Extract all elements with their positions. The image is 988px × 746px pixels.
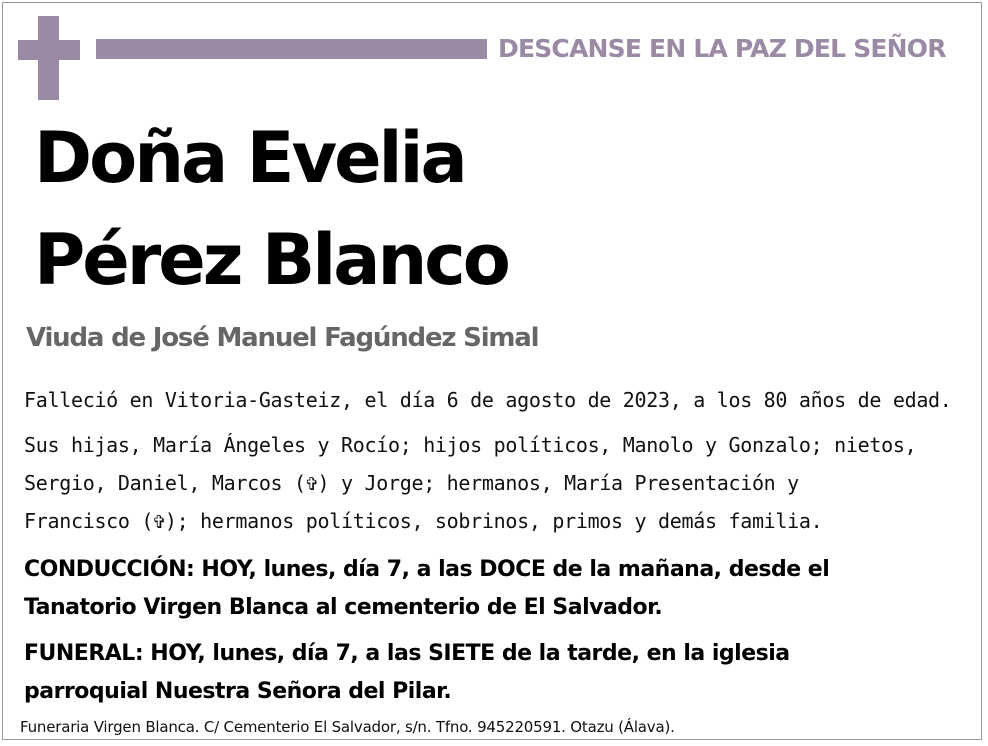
- deceased-subtitle: Viuda de José Manuel Fagúndez Simal: [26, 323, 539, 353]
- cross-icon: [18, 16, 80, 100]
- conduccion-line-2: Tanatorio Virgen Blanca al cementerio de El Salvador.: [24, 595, 663, 620]
- family-line-1: Sus hijas, María Ángeles y Rocío; hijos políticos, Manolo y Gonzalo; nietos,: [24, 433, 917, 457]
- family-paragraph: [24, 426, 916, 540]
- funeral-line-1: FUNERAL: HOY, lunes, día 7, a las SIETE de la tarde, en la iglesia: [24, 641, 790, 666]
- header-motto: DESCANSE EN LA PAZ DEL SEÑOR: [498, 34, 946, 63]
- deceased-name-line2: Pérez Blanco: [34, 219, 508, 301]
- funeral-home-footer: Funeraria Virgen Blanca. C/ Cementerio El Salvador, s/n. Tfno. 945220591. Otazu (Álava).: [20, 718, 675, 736]
- death-notice-line: Falleció en Vitoria-Gasteiz, el día 6 de agosto de 2023, a los 80 años de edad.: [24, 388, 952, 412]
- conduccion-line-1: CONDUCCIÓN: HOY, lunes, día 7, a las DOCE de la mañana, desde el: [24, 557, 830, 582]
- family-line-3: Francisco (✞); hermanos políticos, sobrinos, primos y demás familia.: [24, 509, 823, 533]
- funeral-paragraph: [24, 635, 790, 711]
- header-band: [96, 39, 487, 59]
- conduccion-paragraph: [24, 551, 829, 627]
- funeral-line-2: parroquial Nuestra Señora del Pilar.: [24, 679, 452, 704]
- deceased-name-line1: Doña Evelia: [34, 117, 465, 199]
- family-line-2: Sergio, Daniel, Marcos (✞) y Jorge; hermanos, María Presentación y: [24, 471, 799, 495]
- notice-frame: [2, 2, 982, 740]
- death-notice: [24, 381, 952, 419]
